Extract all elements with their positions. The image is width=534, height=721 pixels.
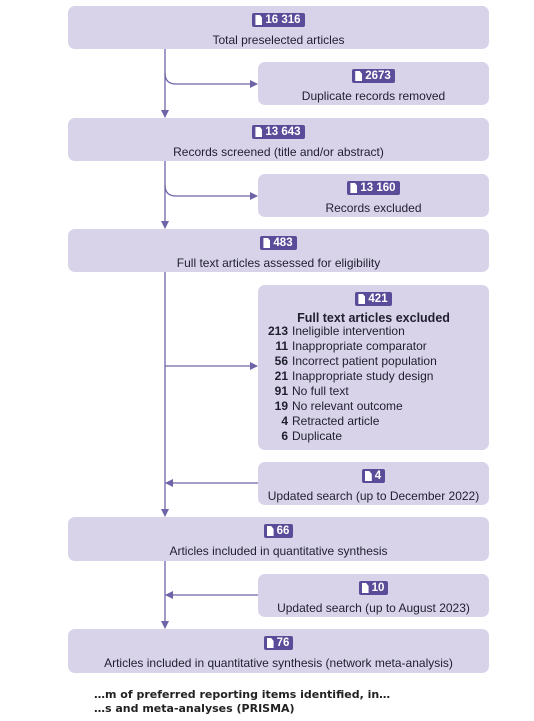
reason-text: Inappropriate comparator (292, 339, 427, 353)
exclusion-reason (258, 414, 489, 429)
reason-count: 19 (274, 399, 288, 413)
reason-text: Incorrect patient population (292, 354, 437, 368)
box-label: Articles included in quantitative synthesis (169, 544, 388, 558)
count-badge: 421 (355, 292, 391, 306)
reason-count: 213 (267, 324, 288, 338)
caption-line: …m of preferred reporting items identified, in… (94, 688, 391, 701)
count-badge: 13 160 (347, 181, 399, 195)
reason-text: Duplicate (292, 429, 343, 443)
box-label: Records screened (title and/or abstract) (173, 145, 384, 159)
exclusion-reason (258, 339, 489, 354)
document-icon (355, 71, 362, 81)
caption-line: …s and meta-analyses (PRISMA) (94, 702, 295, 715)
exclusion-reason (258, 354, 489, 369)
count-badge: 2673 (352, 69, 395, 83)
box-records-screened (68, 118, 489, 161)
box-label: Updated search (up to December 2022) (267, 489, 480, 503)
count-badge: 10 (359, 581, 389, 595)
exclusion-reason (258, 399, 489, 414)
document-icon (358, 294, 365, 304)
reason-count: 11 (275, 339, 288, 353)
reason-count: 91 (274, 384, 288, 398)
figure-caption (94, 688, 524, 716)
document-icon (365, 471, 372, 481)
arrow-to-duplicates (165, 73, 257, 84)
reason-text: No relevant outcome (292, 399, 403, 413)
box-fulltext-assessed (68, 229, 489, 272)
arrow-to-records-excluded (165, 185, 257, 196)
box-duplicates-removed (258, 62, 489, 105)
reason-count: 21 (274, 369, 288, 383)
box-label: Articles included in quantitative synthesis (network meta-analysis) (104, 656, 453, 670)
document-icon (255, 127, 262, 137)
box-label: Updated search (up to August 2023) (277, 601, 470, 615)
count-badge: 66 (264, 524, 294, 538)
reason-count: 4 (281, 414, 288, 428)
count-badge: 13 643 (252, 125, 304, 139)
reason-text: Inappropriate study design (292, 369, 434, 383)
exclusion-reasons-list (258, 324, 489, 444)
reason-text: No full text (292, 384, 349, 398)
box-fulltext-excluded (258, 285, 489, 450)
document-icon (263, 238, 270, 248)
reason-text: Ineligible intervention (292, 324, 405, 338)
box-label: Total preselected articles (212, 33, 345, 47)
box-updated-search-aug-2023 (258, 574, 489, 617)
reason-text: Retracted article (292, 414, 380, 428)
box-label: Full text articles assessed for eligibility (176, 256, 381, 270)
count-badge: 16 316 (252, 13, 304, 27)
count-badge: 76 (264, 636, 294, 650)
document-icon (267, 526, 274, 536)
box-records-excluded (258, 174, 489, 217)
box-label: Duplicate records removed (301, 89, 446, 103)
count-badge: 483 (260, 236, 296, 250)
exclusion-reason (258, 369, 489, 384)
document-icon (267, 638, 274, 648)
box-label: Records excluded (325, 201, 422, 215)
count-badge: 4 (362, 469, 385, 483)
box-total-preselected (68, 6, 489, 49)
document-icon (350, 183, 357, 193)
reason-count: 6 (281, 429, 288, 443)
box-updated-search-dec-2022 (258, 462, 489, 505)
reason-count: 56 (274, 354, 288, 368)
exclusion-title: Full text articles excluded (297, 311, 450, 325)
box-network-meta-analysis (68, 629, 489, 673)
exclusion-reason (258, 324, 489, 339)
document-icon (255, 15, 262, 25)
document-icon (362, 583, 369, 593)
exclusion-reason (258, 429, 489, 444)
exclusion-reason (258, 384, 489, 399)
box-quantitative-synthesis (68, 517, 489, 561)
